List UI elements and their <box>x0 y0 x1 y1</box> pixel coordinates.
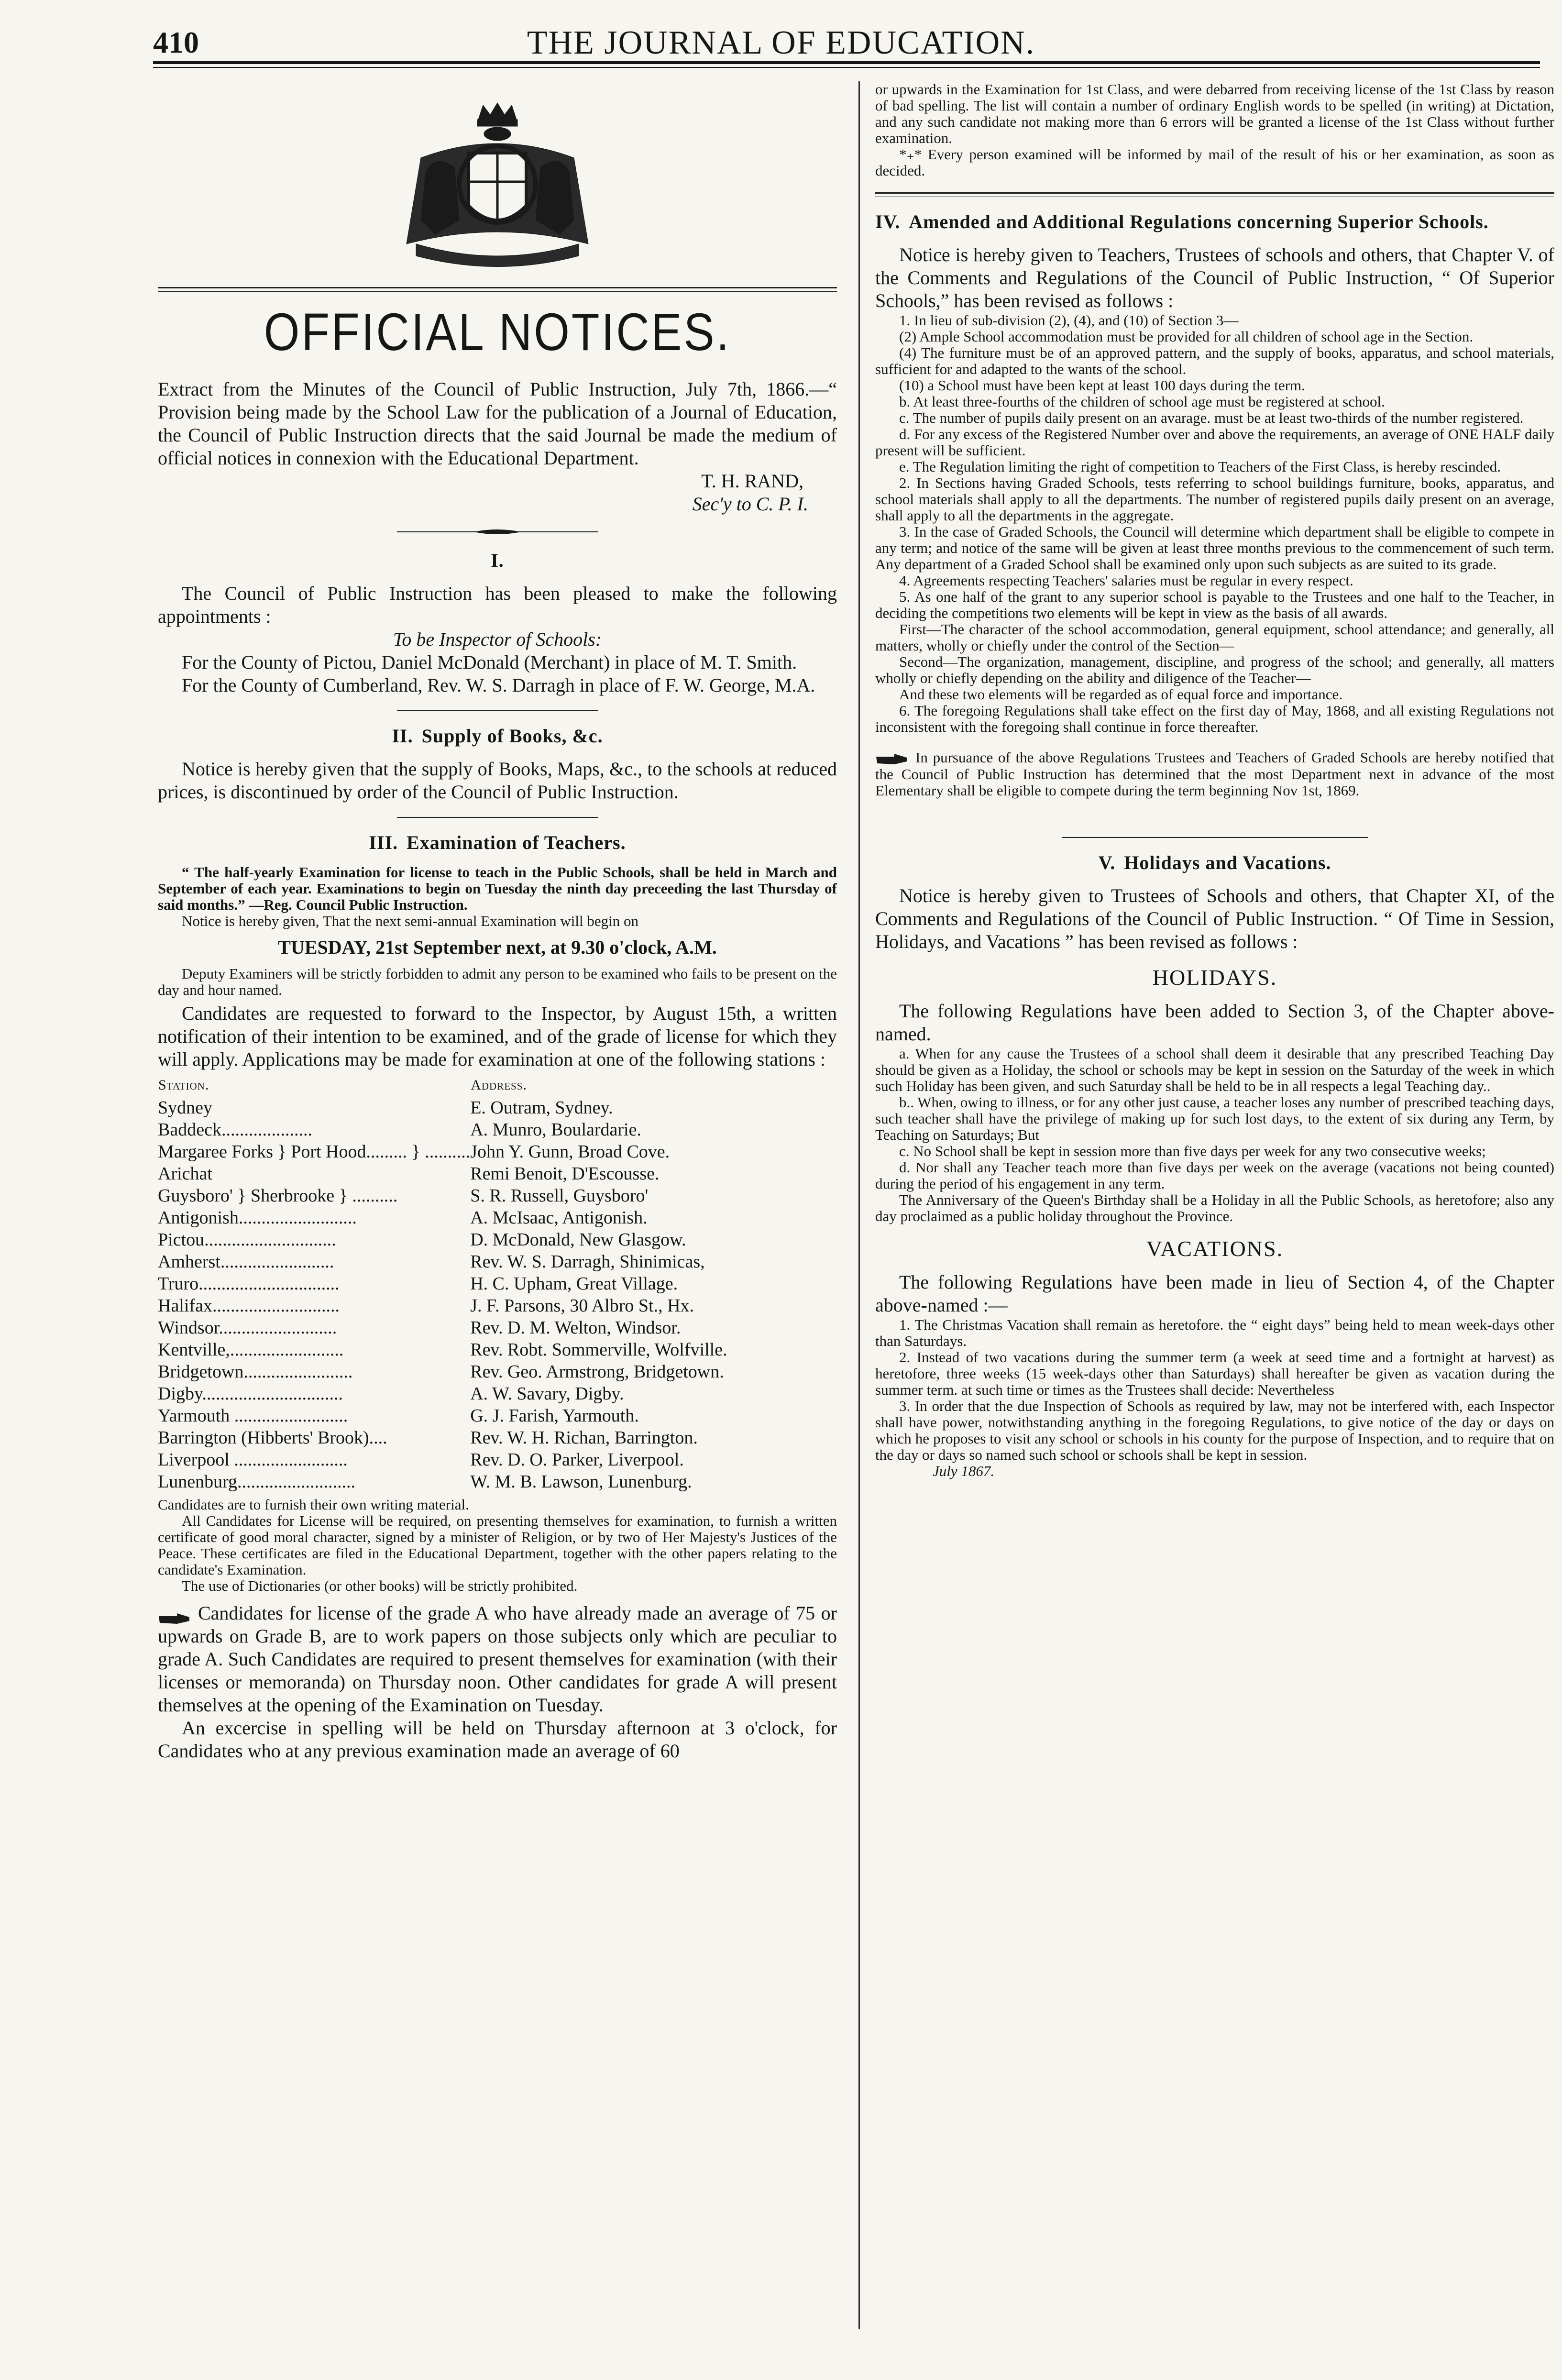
station-row <box>158 1097 837 1119</box>
section-5-heading <box>875 851 1554 874</box>
header-rule <box>153 61 1540 64</box>
regulation-item: (10) a School must have been kept at least 100 days during the term. <box>899 377 1305 394</box>
regulation-item: d. For any excess of the Registered Number over and above the requirements, an average of ONE HALF daily present will be sufficient. <box>875 426 1554 459</box>
station-row <box>158 1471 837 1493</box>
spelling-exercise-text: An excercise in spelling will be held on Thursday afternoon at 3 o'clock, for Candidates who at any previous examination made an average of 60 <box>158 1717 837 1762</box>
stations-body <box>158 1097 837 1493</box>
station-row <box>158 1207 837 1229</box>
station-row <box>158 1361 837 1383</box>
station-address: J. F. Parsons, 30 Albro St., Hx. <box>470 1296 694 1316</box>
appointment-cumberland: For the County of Cumberland, Rev. W. S. Darragh in place of F. W. George, M.A. <box>182 674 815 696</box>
stations-header-address: Address. <box>471 1077 527 1093</box>
extract-paragraph: Extract from the Minutes of the Council of Public Instruction, July 7th, 1866.—“ Provision being made by the School Law for the publication of a Journal of Education, the Council of Public Instruction directs that the said Journal be made the medium of official notices in connexion with the Educational Department. <box>158 378 837 469</box>
regulation-item: b. At least three-fourths of the children of school age must be registered at school. <box>899 393 1385 410</box>
holiday-regulation: d. Nor shall any Teacher teach more than five days per week on the average (vacations not being counted) during the period of his engagement in any term. <box>875 1158 1554 1192</box>
column-divider <box>858 81 860 2329</box>
station-name: Sydney <box>158 1098 212 1118</box>
regulation-item: 1. In lieu of sub-division (2), (4), and (10) of Section 3— <box>899 312 1239 329</box>
pointing-hand-icon <box>158 1608 191 1622</box>
station-address: S. R. Russell, Guysboro' <box>470 1186 649 1206</box>
regulation-item: 2. In Sections having Graded Schools, tests referring to school buildings furniture, books, apparatus, and school materials shall apply to all the departments. The number of registered pupils daily present on an average, shall apply to all the departments in the aggregate. <box>875 474 1554 524</box>
station-row <box>158 1295 837 1317</box>
left-column <box>158 81 837 1763</box>
section-divider <box>397 710 598 711</box>
dictionaries-note: The use of Dictionaries (or other books) will be strictly prohibited. <box>182 1577 578 1594</box>
station-row <box>158 1427 837 1449</box>
station-address: A. Munro, Boulardarie. <box>470 1120 641 1140</box>
official-notices-title: OFFICIAL NOTICES. <box>264 302 731 362</box>
station-row <box>158 1163 837 1185</box>
section-3-title: Examination of Teachers. <box>407 832 626 853</box>
vacation-regulation: 1. The Christmas Vacation shall remain as heretofore. the “ eight days” being held to mean week-days other than Saturdays. <box>875 1316 1554 1349</box>
regulation-item: Second—The organization, management, discipline, and progress of the school; and generally, all matters wholly or chiefly depending on the ability and diligence of the Teacher— <box>875 653 1554 686</box>
writing-material-note: Candidates are to furnish their own writing material. <box>158 1496 469 1513</box>
section-5-number: V. <box>1098 851 1116 873</box>
station-name: Windsor.......................... <box>158 1318 337 1338</box>
station-name: Lunenburg.......................... <box>158 1472 356 1492</box>
station-row <box>158 1119 837 1141</box>
holiday-regulation: c. No School shall be kept in session more than five days per week for any two consecutive weeks; <box>899 1142 1486 1159</box>
station-address: E. Outram, Sydney. <box>470 1098 613 1118</box>
exam-date: TUESDAY, 21st September next, at 9.30 o'clock, A.M. <box>278 937 717 958</box>
holidays-intro: The following Regulations have been added to Section 3, of the Chapter above-named. <box>875 1000 1554 1045</box>
section-2-heading <box>158 725 837 747</box>
station-name: Halifax............................ <box>158 1296 340 1316</box>
section-4-notice: Notice is hereby given to Teachers, Trustees of schools and others, that Chapter V. of the Comments and Regulations of the Council of Public Instruction, “ Of Superior Schools,” has been revised as follows : <box>875 244 1554 311</box>
station-name: Arichat <box>158 1164 212 1184</box>
station-row <box>158 1229 837 1251</box>
section-4-number: IV. <box>875 211 901 232</box>
section-5-title: Holidays and Vacations. <box>1124 851 1331 873</box>
appointment-pictou: For the County of Pictou, Daniel McDonald (Merchant) in place of M. T. Smith. <box>182 651 797 673</box>
spelling-continued: or upwards in the Examination for 1st Class, and were debarred from receiving license of the 1st Class by reason of bad spelling. The list will contain a number of ordinary English words to be spelled (in writing) at Dictation, and any such candidate not making more than 6 errors will be granted a license of the 1st Class without further examination. <box>875 81 1554 146</box>
graded-schools-text: In pursuance of the above Regulations Trustees and Teachers of Graded Schools are hereby notified that the Council of Public Instruction has determined that the most Department next in advance of the most Elementary shall be eligible to compete during the term beginning Nov 1st, 1869. <box>875 749 1554 799</box>
regulation-item: First—The character of the school accommodation, general equipment, school attendance; and generally, all matters, wholly or chiefly under the control of the Section— <box>875 621 1554 654</box>
section-5-notice: Notice is hereby given to Trustees of Schools and others, that Chapter XI, of the Comments and Regulations of the Council of Public Instruction. “ Of Time in Session, Holidays, and Vacations ” has been revised as follows : <box>875 884 1554 952</box>
deputy-examiners-note: Deputy Examiners will be strictly forbidden to admit any person to be examined who fails to be present on the day and hour named. <box>158 965 837 998</box>
section-3-number: III. <box>369 832 398 853</box>
exam-notice: Notice is hereby given, That the next semi-annual Examination will begin on <box>182 913 639 929</box>
signature-name: T. H. RAND, <box>701 470 803 492</box>
exam-regulation-quote: “ The half-yearly Examination for license to teach in the Public Schools, shall be held in March and September of each year. Examinations to begin on Tuesday the ninth day preceeding the last Thursday of said months.” —Reg. Council Public Instruction. <box>158 864 837 913</box>
regulation-item: 6. The foregoing Regulations shall take effect on the first day of May, 1868, and all existing Regulations not inconsistent with the foregoing shall continue in force thereafter. <box>875 702 1554 735</box>
journal-title: THE JOURNAL OF EDUCATION. <box>527 24 1035 61</box>
station-address: G. J. Farish, Yarmouth. <box>470 1406 639 1426</box>
section-3-heading <box>158 831 837 854</box>
station-row <box>158 1185 837 1207</box>
section-1-number: I. <box>491 550 504 571</box>
station-row <box>158 1339 837 1361</box>
station-name: Baddeck.................... <box>158 1120 312 1140</box>
grade-a-paragraph <box>158 1602 837 1717</box>
vacations-intro: The following Regulations have been made in lieu of Section 4, of the Chapter above-named :— <box>875 1271 1554 1316</box>
station-name: Yarmouth ......................... <box>158 1406 348 1426</box>
page-number: 410 <box>153 25 199 59</box>
graded-schools-paragraph <box>875 749 1554 799</box>
regulation-item: c. The number of pupils daily present on an avarage. must be at least two-thirds of the number registered. <box>899 409 1524 426</box>
royal-coat-of-arms-icon <box>363 100 631 273</box>
station-row <box>158 1449 837 1471</box>
station-address: Remi Benoit, D'Escousse. <box>470 1164 660 1184</box>
station-name: Amherst......................... <box>158 1252 334 1272</box>
station-address: Rev. Robt. Sommerville, Wolfville. <box>470 1340 727 1360</box>
station-address: A. McIsaac, Antigonish. <box>470 1208 648 1228</box>
station-row <box>158 1251 837 1273</box>
vacations-items <box>875 1317 1554 1463</box>
holidays-title: HOLIDAYS. <box>1152 965 1277 990</box>
station-address: Rev. D. O. Parker, Liverpool. <box>470 1450 684 1470</box>
station-row <box>158 1405 837 1427</box>
section-2-title: Supply of Books, &c. <box>421 725 603 747</box>
page-header <box>0 19 1562 62</box>
station-row <box>158 1273 837 1295</box>
station-address: Rev. W. S. Darragh, Shinimicas, <box>470 1252 705 1272</box>
candidates-notice: Candidates are requested to forward to the Inspector, by August 15th, a written notification of their intention to be examined, and of the grade of license for which they will apply. Applications may be made for examination at one of the following stations : <box>158 1003 837 1070</box>
holiday-regulation: a. When for any cause the Trustees of a school shall deem it desirable that any prescribed Teaching Day should be given as a Holiday, the school or schools may be kept in session on the Saturday of the week in which such Holiday has been given, and such Saturday shall be held to be in all respects a legal Teaching day.. <box>875 1045 1554 1094</box>
certificate-note: All Candidates for License will be required, on presenting themselves for examination, to furnish a written certificate of good moral character, signed by a minister of Religion, or by two of Her Majesty's Justices of the Peace. These certificates are filed in the Educational Department, together with the other papers relating to the candidate's Examination. <box>158 1512 837 1578</box>
pointing-hand-icon <box>875 752 909 766</box>
station-name: Pictou............................. <box>158 1230 336 1250</box>
station-name: Kentville,......................... <box>158 1340 344 1360</box>
right-column <box>875 81 1554 1479</box>
section-1-subhead: To be Inspector of Schools: <box>393 628 602 650</box>
station-name: Margaree Forks } Port Hood......... } .......... <box>158 1142 471 1162</box>
regulation-item: 5. As one half of the grant to any superior school is payable to the Trustees and one half to the Teacher, in deciding the competitions two elements will be kept in view as the basis of all awards. <box>875 588 1554 621</box>
result-note: *₊* Every person examined will be informed by mail of the result of his or her examination, as soon as decided. <box>875 146 1554 179</box>
holiday-regulation: b.. When, owing to illness, or for any other just cause, a teacher loses any number of prescribed teaching days, such teacher shall have the privilege of making up for such lost days, to the extent of six during any Term, by Teaching on Saturdays; But <box>875 1093 1554 1143</box>
station-address: W. M. B. Lawson, Lunenburg. <box>470 1472 692 1492</box>
station-name: Liverpool ......................... <box>158 1450 348 1470</box>
header-rule-thin <box>153 67 1540 68</box>
section-2-text: Notice is hereby given that the supply of Books, Maps, &c., to the schools at reduced prices, is discontinued by order of the Council of Public Instruction. <box>158 758 837 803</box>
section-divider <box>875 192 1554 197</box>
regulation-item: (2) Ample School accommodation must be provided for all children of school age in the Section. <box>899 328 1474 345</box>
vacations-date: July 1867. <box>933 1462 995 1479</box>
grade-a-text: Candidates for license of the grade A who have already made an average of 75 or upwards on Grade B, are to work papers on those subjects only which are peculiar to grade A. Such Candidates are required to present themselves for examination (with their licenses or memoranda) on Thursday noon. Other candidates for grade A will present themselves at the opening of the Examination on Tuesday. <box>158 1602 837 1716</box>
station-address: D. McDonald, New Glasgow. <box>470 1230 686 1250</box>
station-name: Truro............................... <box>158 1274 340 1294</box>
holiday-regulation: The Anniversary of the Queen's Birthday shall be a Holiday in all the Public Schools, as heretofore; also any day proclaimed as a public holiday throughout the Province. <box>875 1191 1554 1224</box>
station-address: John Y. Gunn, Broad Cove. <box>470 1142 670 1162</box>
regulation-item: 3. In the case of Graded Schools, the Council will determine which department shall be eligible to compete in any term; and notice of the same will be given at least three months previous to the commencement of such term. Any department of a Graded School shall be examined only upon such subjects as are suited to its grade. <box>875 523 1554 573</box>
regulation-item: And these two elements will be regarded as of equal force and importance. <box>899 686 1343 703</box>
vacation-regulation: 3. In order that the due Inspection of Schools as required by law, may not be interfered with, each Inspector shall have power, notwithstanding anything in the foregoing Regulations, to give notice of the day or days on which he proposes to visit any school or schools in his county for the purpose of Inspection, and to require that on the day or days so named such school or schools shall be kept in session. <box>875 1397 1554 1463</box>
section-4-title: Amended and Additional Regulations concerning Superior Schools. <box>909 211 1489 232</box>
section-4-heading <box>875 210 1554 233</box>
station-address: Rev. D. M. Welton, Windsor. <box>470 1318 681 1338</box>
station-address: A. W. Savary, Digby. <box>470 1384 624 1404</box>
crest-divider <box>158 287 837 292</box>
stations-table <box>158 1074 837 1493</box>
regulation-item: 4. Agreements respecting Teachers' salaries must be regular in every respect. <box>899 572 1353 589</box>
station-name: Bridgetown........................ <box>158 1362 353 1382</box>
vacations-title: VACATIONS. <box>1146 1236 1284 1261</box>
section-1-text: The Council of Public Instruction has been pleased to make the following appointments : <box>158 583 837 627</box>
station-row <box>158 1383 837 1405</box>
station-row <box>158 1141 837 1163</box>
station-address: Rev. Geo. Armstrong, Bridgetown. <box>470 1362 724 1382</box>
stations-header-station: Station. <box>158 1077 209 1093</box>
station-address: Rev. W. H. Richan, Barrington. <box>470 1428 698 1448</box>
station-name: Digby............................... <box>158 1384 343 1404</box>
signature-title: Sec'y to C. P. I. <box>692 493 808 515</box>
section-divider <box>397 817 598 818</box>
station-row <box>158 1317 837 1339</box>
section-2-number: II. <box>392 725 413 747</box>
vacation-regulation: 2. Instead of two vacations during the summer term (a week at seed time and a fortnight at harvest) as heretofore, three weeks (15 week-days other than Saturdays) shall hereafter be given as vacation during the summer term. at such time or times as the Trustees shall decide: Nevertheless <box>875 1348 1554 1398</box>
section-4-items <box>875 312 1554 735</box>
regulation-item: (4) The furniture must be of an approved pattern, and the supply of books, apparatus, and school materials, sufficient for and adapted to the wants of the school. <box>875 344 1554 377</box>
station-name: Antigonish.......................... <box>158 1208 357 1228</box>
holidays-items <box>875 1046 1554 1224</box>
section-divider <box>1062 837 1368 838</box>
ornamental-rule-icon <box>397 527 598 537</box>
station-name: Guysboro' } Sherbrooke } .......... <box>158 1186 398 1206</box>
station-address: H. C. Upham, Great Village. <box>470 1274 678 1294</box>
station-name: Barrington (Hibberts' Brook).... <box>158 1428 387 1448</box>
regulation-item: e. The Regulation limiting the right of competition to Teachers of the First Class, is hereby rescinded. <box>899 458 1501 475</box>
